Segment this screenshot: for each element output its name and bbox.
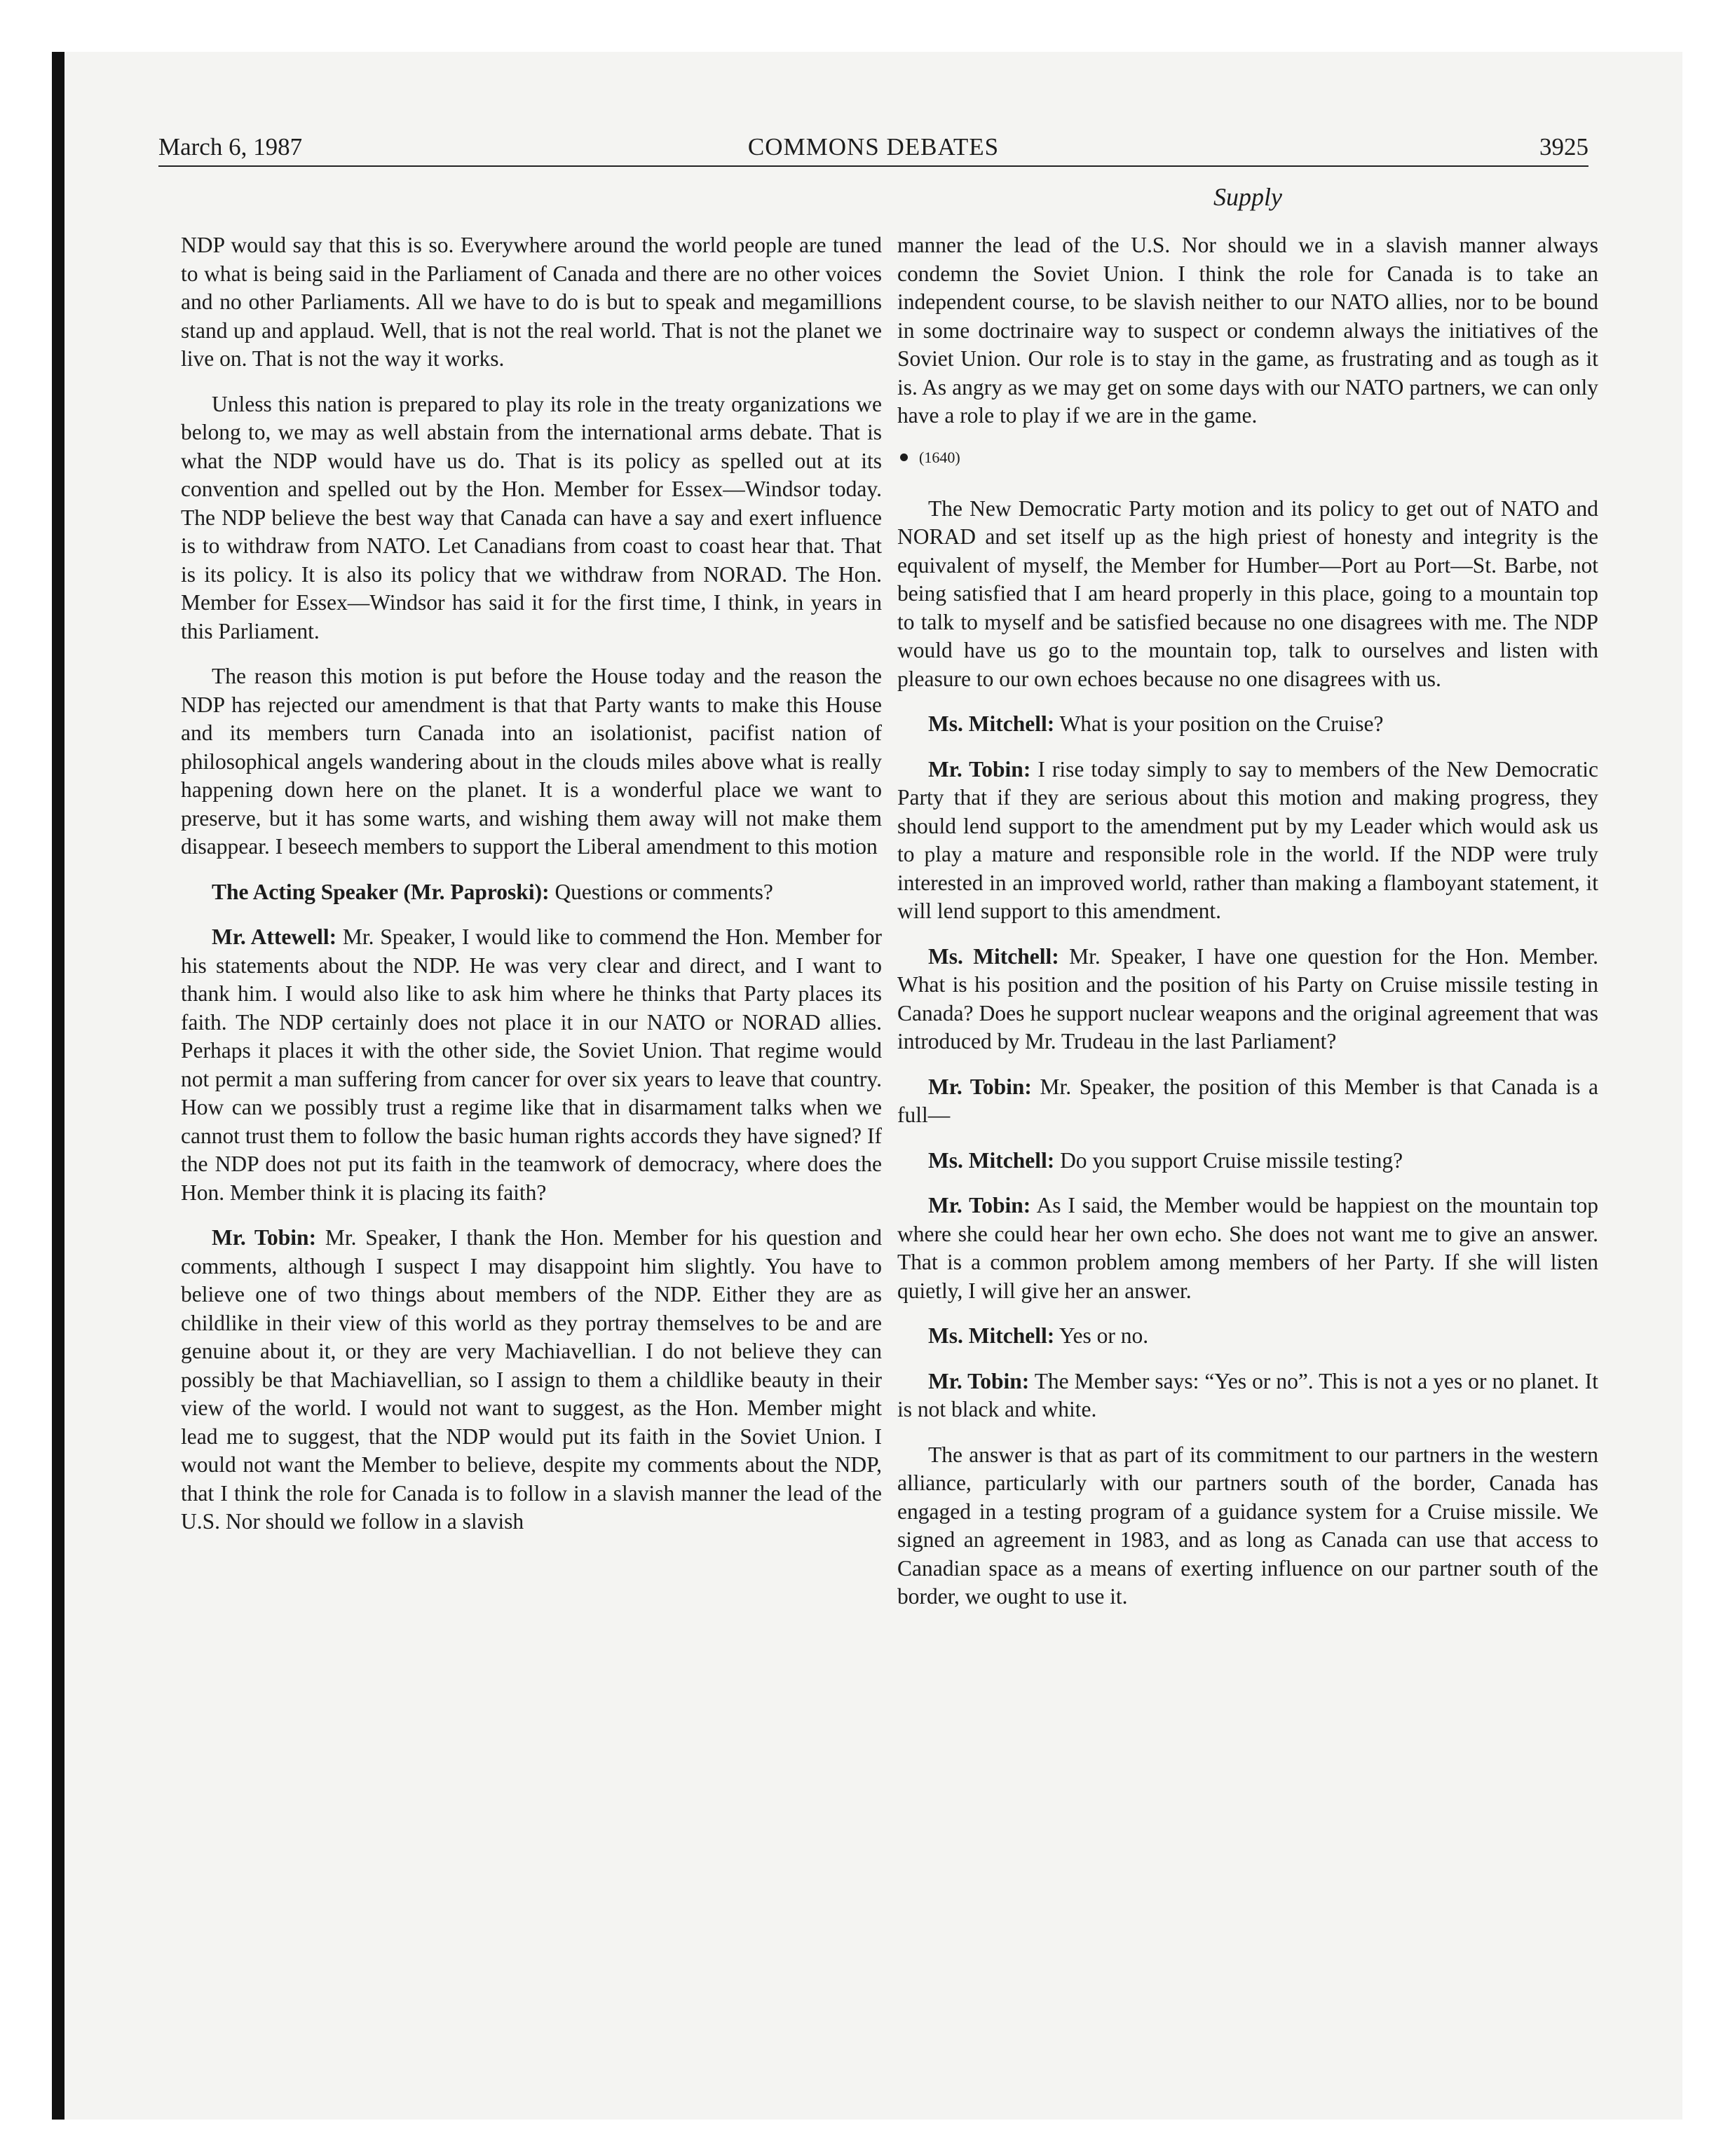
paragraph bbox=[181, 231, 882, 374]
paragraph bbox=[181, 878, 882, 907]
speaker-name: Mr. Tobin: bbox=[928, 1193, 1031, 1217]
paragraph-text: Mr. Speaker, I thank the Hon. Member for his question and comments, although I suspect I may disappoint him slightly. You have to believe one of two things about members of the NDP. Either they are as childlike in their view of this world as they portray themselves to be and are genuine about it, or they are very Machiavellian. I do not believe they can possibly be that Machiavellian, so I assign to them a childlike beauty in their view of the world. I would not want to suggest, as the Hon. Member might lead me to suggest, that the NDP would put its faith in the Soviet Union. I would not want the Member to believe, despite my comments about the NDP, that I think the role for Canada is to follow in a slavish manner the lead of the U.S. Nor should we follow in a slavish bbox=[181, 1225, 882, 1534]
header-page-number: 3925 bbox=[1539, 133, 1588, 161]
paragraph bbox=[897, 495, 1598, 694]
paragraph-text: The answer is that as part of its commitment to our partners in the western alliance, particularly with our partners south of the border, Canada has engaged in a testing program of a guidance system for a Cruise missile. We signed an agreement in 1983, and as long as Canada can use that access to Canadian space as a means of exerting influence on our partner south of the border, we ought to use it. bbox=[897, 1442, 1598, 1609]
paragraph-text: What is your position on the Cruise? bbox=[1059, 711, 1384, 736]
paragraph bbox=[897, 756, 1598, 926]
speaker-name: Mr. Tobin: bbox=[212, 1225, 317, 1250]
paragraph-text: As I said, the Member would be happiest on the mountain top where she could hear her own echo. She does not want me to give an answer. That is a common problem among members of her Party. If she will listen quietly, I will give her an answer. bbox=[897, 1193, 1598, 1303]
paragraph-text: Mr. Speaker, I have one question for the Hon. Member. What is his position and the position of his Party on Cruise missile testing in Canada? Does he support nuclear weapons and the original agreement that was introduced by Mr. Trudeau in the last Parliament? bbox=[897, 943, 1598, 1053]
paragraph bbox=[897, 1441, 1598, 1611]
paragraph bbox=[897, 710, 1598, 739]
speaker-name: The Acting Speaker (Mr. Paproski): bbox=[212, 879, 550, 904]
paragraph-text: Unless this nation is prepared to play its role in the treaty organizations we belong to, we may as well abstain from the international arms debate. That is what the NDP would have us do. That is its policy as spelled out at its convention and spelled out by the Hon. Member for Essex—Windsor today. The NDP believe the best way that Canada can have a say and exert influence is to withdraw from NATO. Let Canadians from coast to coast hear that. That is its policy. It is also its policy that we withdraw from NORAD. The Hon. Member for Essex—Windsor has said it for the first time, I think, in years in this Parliament. bbox=[181, 391, 882, 643]
paragraph-text: The New Democratic Party motion and its policy to get out of NATO and NORAD and set itself up as the high priest of honesty and integrity is the equivalent of myself, the Member for Humber—Port au Port—St. Barbe, not being satisfied that I am heard properly in this place, going to a mountain top to talk to myself and be satisfied because no one disagrees with me. The NDP would have us go to the mountain top, talk to ourselves and listen with pleasure to our own echoes because no one disagrees with us. bbox=[897, 496, 1598, 691]
paragraph-text: Do you support Cruise missile testing? bbox=[1060, 1147, 1403, 1173]
paragraph-text: Mr. Speaker, the position of this Member is that Canada is a full— bbox=[897, 1074, 1599, 1127]
section-title: Supply bbox=[1213, 183, 1282, 211]
timestamp-text: (1640) bbox=[919, 448, 960, 466]
paragraph-text: NDP would say that this is so. Everywhere around the world people are tuned to what is being said in the Parliament of Canada and there are no other voices and no other Parliaments. All we have to do is but to speak and megamillions stand up and applaud. Well, that is not the real world. That is not the planet we live on. That is not the way it works. bbox=[181, 233, 882, 371]
right-column bbox=[897, 231, 1598, 1628]
bullet-icon bbox=[900, 453, 908, 461]
paragraph bbox=[897, 1147, 1598, 1175]
paragraph-text: The Member says: “Yes or no”. This is not a yes or no planet. It is not black and white. bbox=[897, 1368, 1598, 1421]
paragraph-text: I rise today simply to say to members of the New Democratic Party that if they are serious about this motion and making progress, they should lend support to the amendment put by my Leader which would ask us to play a mature and responsible role in the world. If the NDP were truly interested in an improved world, rather than making a flamboyant statement, it will lend support to this amendment. bbox=[897, 756, 1599, 923]
paragraph bbox=[897, 231, 1598, 430]
paragraph bbox=[897, 943, 1598, 1056]
running-head bbox=[158, 130, 1588, 164]
paragraph bbox=[181, 390, 882, 646]
speaker-name: Ms. Mitchell: bbox=[928, 943, 1059, 969]
speaker-name: Mr. Attewell: bbox=[212, 925, 337, 949]
speaker-name: Ms. Mitchell: bbox=[928, 1323, 1055, 1348]
header-rule bbox=[158, 165, 1588, 167]
scan-edge-bar bbox=[52, 52, 64, 2120]
paragraph bbox=[897, 1192, 1598, 1305]
paragraph bbox=[181, 662, 882, 861]
timestamp bbox=[897, 447, 1598, 468]
speaker-name: Ms. Mitchell: bbox=[928, 711, 1055, 736]
header-date: March 6, 1987 bbox=[158, 133, 303, 161]
speaker-name: Mr. Tobin: bbox=[928, 756, 1031, 782]
paragraph-text: Yes or no. bbox=[1059, 1323, 1149, 1348]
left-column bbox=[181, 231, 882, 1553]
paragraph bbox=[181, 1224, 882, 1536]
speaker-name: Ms. Mitchell: bbox=[928, 1147, 1055, 1173]
paragraph-text: The reason this motion is put before the House today and the reason the NDP has rejected our amendment is that that Party wants to make this House and its members turn Canada into an isolationist, pacifist nation of philosophical angels wandering about in the clouds miles above what is really happening down here on the planet. It is a wonderful place we want to preserve, but it has some warts, and wishing them away will not make them disappear. I beseech members to support the Liberal amendment to this motion bbox=[181, 664, 882, 859]
paragraph bbox=[897, 1367, 1598, 1424]
paragraph-text: Questions or comments? bbox=[554, 879, 773, 904]
speaker-name: Mr. Tobin: bbox=[928, 1368, 1030, 1393]
paragraph bbox=[181, 923, 882, 1207]
paragraph bbox=[897, 1322, 1598, 1351]
paragraph-text: Mr. Speaker, I would like to commend the Hon. Member for his statements about the NDP. He was very clear and direct, and I want to thank him. I would also like to ask him where he thinks that Party places its faith. The NDP certainly does not place it in our NATO or NORAD allies. Perhaps it places it with the other side, the Soviet Union. That regime would not permit a man suffering from cancer for over six years to leave that country. How can we possibly trust a regime like that in disarmament talks when we cannot trust them to follow the basic human rights accords they have signed? If the NDP does not put its faith in the teamwork of democracy, where does the Hon. Member think it is placing its faith? bbox=[181, 925, 883, 1205]
paragraph bbox=[897, 1073, 1598, 1130]
paragraph-text: manner the lead of the U.S. Nor should we in a slavish manner always condemn the Soviet Union. I think the role for Canada is to take an independent course, to be slavish neither to our NATO allies, nor to be bound in some doctrinaire way to suspect or condemn always the initiatives of the Soviet Union. Our role is to stay in the game, as frustrating and as tough as it is. As angry as we may get on some days with our NATO partners, we can only have a role to play if we are in the game. bbox=[897, 233, 1598, 428]
speaker-name: Mr. Tobin: bbox=[928, 1074, 1032, 1099]
header-publication: COMMONS DEBATES bbox=[747, 133, 1000, 161]
